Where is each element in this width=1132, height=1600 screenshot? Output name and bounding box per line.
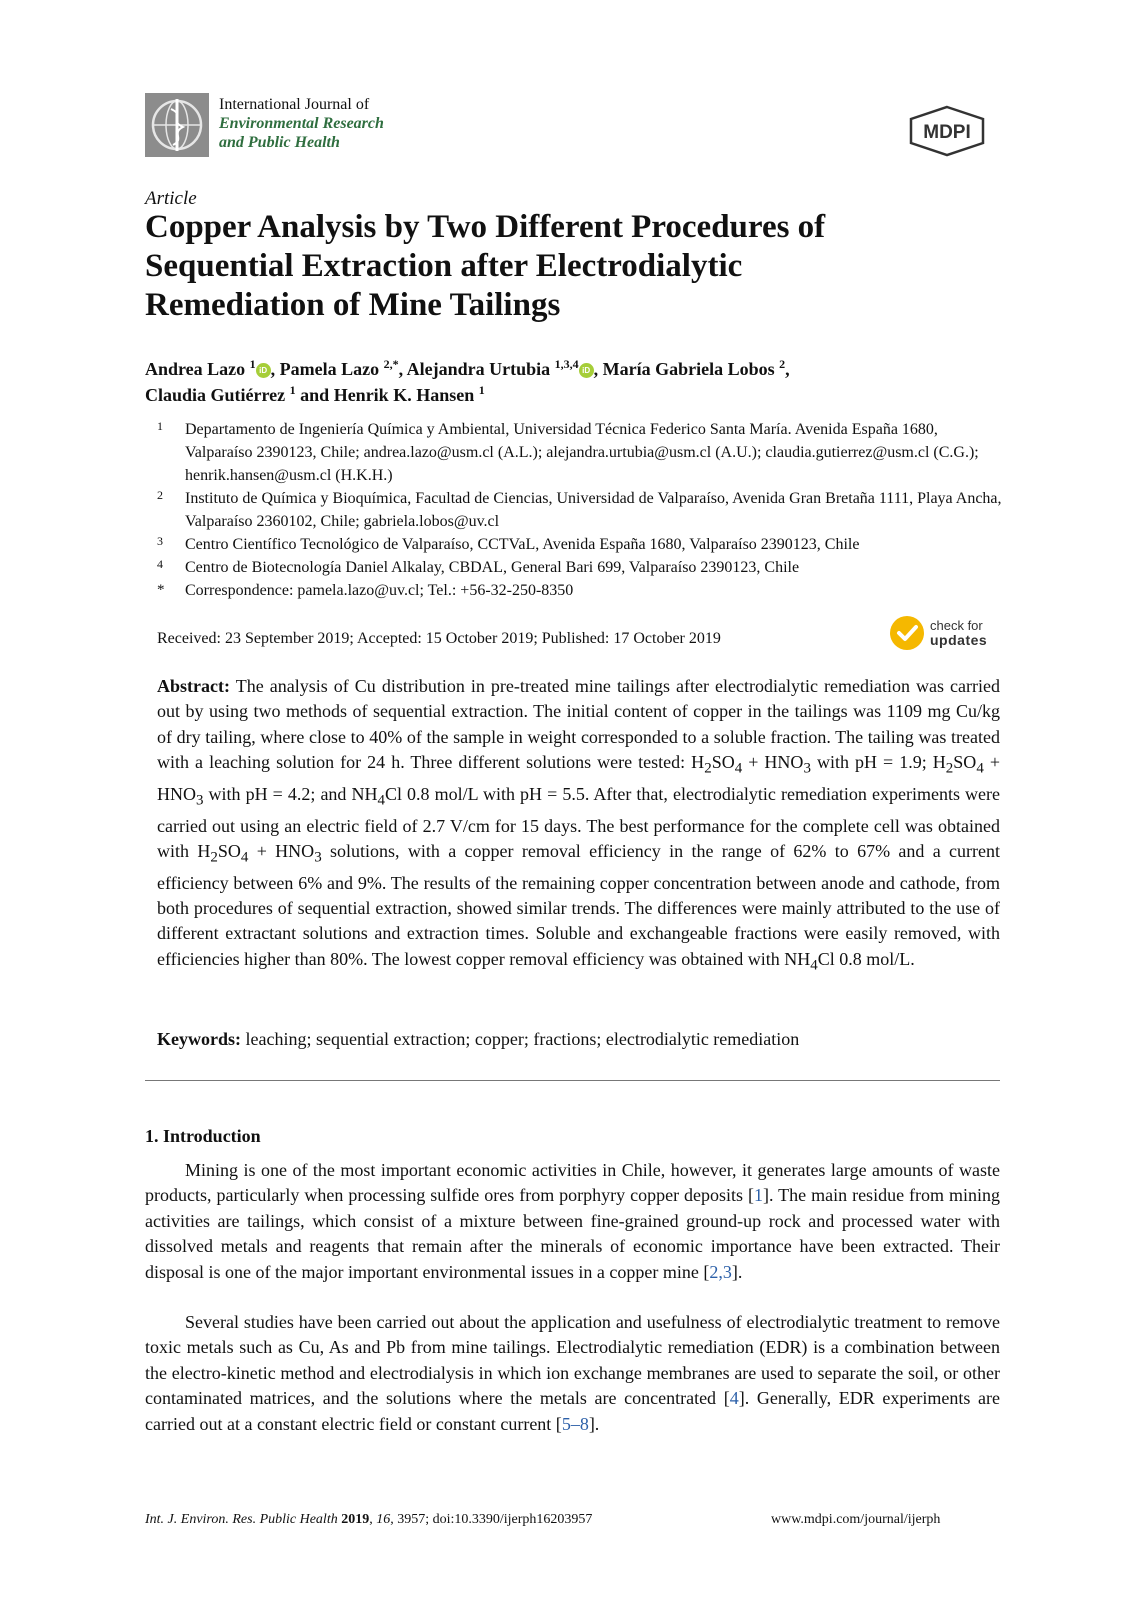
citation-link[interactable]: 4 [729, 1388, 739, 1409]
author-list: Andrea Lazo $^1$ iD , Pamela Lazo $^{2,*}$, Alejandra Urtubia $^{1,3,4}$ iD , María Gabriela Lobos $^2$, Claudia Gutiérrez $^1$ and Henrik K. Hansen $^1$ [145, 357, 790, 405]
citation-link[interactable]: 1 [754, 1185, 764, 1206]
check-updates-line2: updates [930, 632, 988, 648]
affiliation-list [145, 418, 1005, 602]
keywords-label: Keywords: [157, 1029, 241, 1049]
author-name[interactable]: María Gabriela Lobos [602, 359, 775, 379]
affiliation-mark: 1 [157, 419, 163, 433]
affiliation-item [145, 556, 1005, 579]
affiliation-mark: 4 [157, 557, 163, 571]
section-title: 1. Introduction [145, 1126, 261, 1146]
correspondence-item [145, 579, 1005, 602]
affiliation-text: Instituto de Química y Bioquímica, Facultad de Ciencias, Universidad de Valparaíso, Avenida Gran Bretaña 1111, Playa Ancha, Valparaíso 2360102, Chile; gabriela.lobos@uv.cl [185, 490, 1002, 530]
publication-dates: Received: 23 September 2019; Accepted: 15 October 2019; Published: 17 October 2019 [157, 630, 721, 647]
affiliation-text: Departamento de Ingeniería Química y Ambiental, Universidad Técnica Federico Santa María. Avenida España 1680, Valparaíso 2390123, Chile; andrea.lazo@usm.cl (A.L.); alejandra.urtubia@usm.cl (A.U.); claudia.gutierrez@usm.cl (C.G.); henrik.hansen@usm.cl (H.K.H.) [185, 421, 979, 484]
affiliation-mark: * [157, 582, 165, 598]
journal-name [219, 95, 384, 152]
keywords [157, 1029, 1000, 1050]
journal-logo [145, 93, 209, 157]
body-paragraph: Several studies have been carried out about the application and usefulness of electrodialytic treatment to remove toxic metals such as Cu, As and Pb from mine tailings. Electrodialytic remediation (EDR) is a combination between the electro-kinetic method and electrodialysis in which ion exchange membranes are used to separate the soil, or other contaminated matrices, and the solutions where the metals are concentrated [4]. Generally, EDR experiments are carried out at a constant electric field or constant current [5–8]. [145, 1312, 1001, 1434]
publisher-logo-text: MDPI [923, 122, 971, 143]
affiliation-item [145, 533, 1005, 556]
author-name[interactable]: Claudia Gutiérrez [145, 385, 286, 405]
article-title [145, 208, 1005, 325]
check-for-updates-badge[interactable] [890, 616, 1000, 654]
body-paragraph: Mining is one of the most important economic activities in Chile, however, it generates large amounts of waste products, particularly when processing sulfide ores from porphyry copper deposits [1]. The main residue from mining activities are tailings, which consist of a mixture between fine-grained ground-up rock and processed water with dissolved metals and reagents that remain after the minerals of economic importance have been extracted. Their disposal is one of the major important environmental issues in a copper mine [2,3]. [145, 1160, 1000, 1282]
author-affil-sup: 1 [478, 383, 485, 397]
check-updates-line1: check for [930, 618, 983, 633]
title-line-1: Copper Analysis by Two Different Procedures of [145, 209, 826, 245]
keywords-text: leaching; sequential extraction; copper; fractions; electrodialytic remediation [241, 1029, 800, 1049]
title-line-2: Sequential Extraction after Electrodialytic [145, 248, 743, 284]
abstract-label: Abstract: [157, 676, 230, 696]
affiliation-mark: 3 [157, 534, 163, 548]
author-affil-sup: 2,* [383, 357, 399, 371]
globe-caduceus-icon [145, 93, 209, 157]
orcid-icon[interactable]: iD [256, 363, 271, 378]
author-affil-sup: 1,3,4 [554, 357, 579, 371]
author-name[interactable]: Pamela Lazo [279, 359, 380, 379]
mdpi-logo [907, 105, 987, 157]
checkmark-icon [890, 616, 924, 650]
journal-name-line3: and Public Health [219, 134, 340, 151]
affiliation-item [145, 418, 1005, 487]
journal-name-line1: International Journal of [219, 96, 370, 113]
footer-journal-url[interactable]: www.mdpi.com/journal/ijerph [771, 1512, 941, 1527]
footer-year: 2019 [341, 1512, 370, 1527]
abstract: Abstract: The analysis of Cu distribution in pre-treated mine tailings after electrodialytic remediation was carried out by using two methods of sequential extraction. The initial content of copper in the tailings was 1109 mg Cu/kg of dry tailing, where close to 40% of the sample in weight corresponded to a soluble fraction. The tailing was treated with a leaching solution for 24 h. Three different solutions were tested: $H_2SO_4 + HNO_3$ with pH = 1.9; $H_2SO_4 + HNO_3$ with pH = 4.2; and $NH_4Cl$ 0.8 mol/L with pH = 5.5. After that, electrodialytic remediation experiments were carried out using an electric field of 2.7 V/cm for 15 days. The best performance for the complete cell was obtained with $H_2SO_4 + HNO_3$ solutions, with a copper removal efficiency in the range of 62% to 67% and a current efficiency between 6% and 9%. The results of the remaining copper concentration between anode and cathode, from both procedures of sequential extraction, showed similar trends. The differences were mainly attributed to the use of different extractant solutions and extraction times. Soluble and exchangeable fractions were easily removed, with efficiencies higher than 80%. The lowest copper removal efficiency was obtained with $NH_4Cl$ 0.8 mol/L. [157, 676, 1001, 974]
affiliation-item [145, 487, 1005, 533]
journal-name-line2: Environmental Research [219, 115, 384, 132]
footer-citation: Int. J. Environ. Res. Public Health 2019, 16, 3957; doi:10.3390/ijerph16203957 [145, 1512, 593, 1527]
author-affil-sup: 2 [779, 357, 786, 371]
author-name[interactable]: Andrea Lazo [145, 359, 246, 379]
footer-volume: 16 [376, 1512, 391, 1527]
citation-link[interactable]: 2,3 [709, 1261, 732, 1282]
author-name[interactable]: Alejandra Urtubia [406, 359, 551, 379]
affiliation-mark: 2 [157, 488, 163, 502]
affiliation-text: Centro Científico Tecnológico de Valparaíso, CCTVaL, Avenida España 1680, Valparaíso 2390123, Chile [185, 536, 860, 553]
correspondence-text: Correspondence: pamela.lazo@uv.cl; Tel.: +56-32-250-8350 [185, 582, 574, 599]
article-type: Article [145, 188, 197, 209]
title-line-3: Remediation of Mine Tailings [145, 287, 561, 323]
author-affil-sup: 1 [289, 383, 296, 397]
author-affil-sup: 1 [249, 357, 256, 371]
orcid-icon[interactable]: iD [579, 363, 594, 378]
author-name[interactable]: Henrik K. Hansen [333, 385, 475, 405]
footer-doi[interactable]: , 3957; doi:10.3390/ijerph16203957 [390, 1512, 593, 1527]
affiliation-text: Centro de Biotecnología Daniel Alkalay, CBDAL, General Bari 699, Valparaíso 2390123, Chile [185, 559, 800, 576]
section-divider [145, 1080, 1000, 1081]
citation-link[interactable]: 5–8 [561, 1413, 589, 1434]
